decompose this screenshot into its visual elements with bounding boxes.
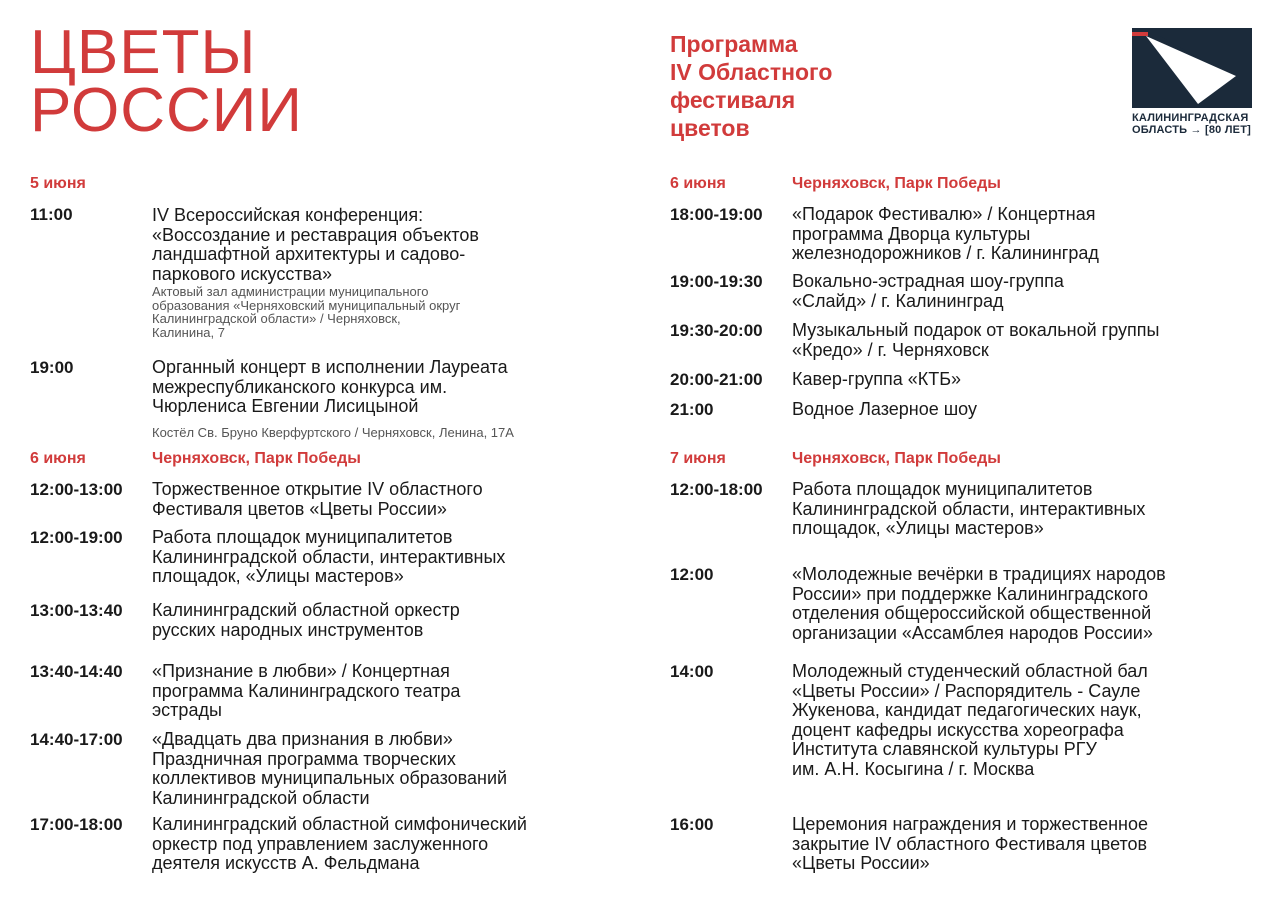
desc-line: Кавер-группа «КТБ» — [792, 369, 962, 389]
event-description — [152, 358, 508, 417]
desc-line: Работа площадок муниципалитетов — [152, 527, 453, 547]
desc-line: Вокально-эстрадная шоу-группа — [792, 271, 1064, 291]
title-line: РОССИИ — [30, 76, 303, 145]
day-date: 7 июня — [670, 450, 726, 467]
desc-line: «Двадцать два признания в любви» — [152, 729, 453, 749]
desc-line: отделения общероссийской общественной — [792, 603, 1152, 623]
venue-line: Актовый зал администрации муниципального — [152, 284, 429, 299]
title-line: ЦВЕТЫ — [30, 18, 257, 87]
desc-line: России» при поддержке Калининградского — [792, 583, 1149, 604]
desc-line: Калининградской области, интерактивных — [792, 498, 1146, 519]
desc-line: Органный концерт в исполнении Лауреата — [152, 357, 508, 377]
event-description — [152, 528, 505, 587]
subtitle-line: Программа — [670, 31, 798, 57]
desc-line: площадок, «Улицы мастеров» — [792, 518, 1044, 538]
event-time: 18:00-19:00 — [670, 205, 763, 224]
event-description — [152, 662, 460, 721]
desc-line: Чюрлениса Евгении Лисицыной — [152, 396, 419, 416]
event-time: 19:00 — [30, 358, 74, 377]
event-time: 20:00-21:00 — [670, 370, 763, 389]
desc-line: «Молодежные вечёрки в традициях народов — [792, 564, 1166, 584]
event-description — [792, 400, 977, 420]
event-description — [792, 321, 1159, 360]
desc-line: ландшафтной архитектуры и садово- — [152, 244, 466, 264]
desc-line: «Цветы России» / Распорядитель - Сауле — [792, 680, 1141, 701]
event-description — [792, 815, 1148, 874]
event-time: 21:00 — [670, 400, 714, 419]
event-time: 13:00-13:40 — [30, 601, 123, 620]
desc-line: Института славянской культуры РГУ — [792, 739, 1097, 759]
desc-line: деятеля искусств А. Фельдмана — [152, 853, 420, 873]
desc-line: паркового искусства» — [152, 263, 332, 284]
desc-line: оркестр под управлением заслуженного — [152, 833, 489, 854]
desc-line: Калининградской области — [152, 787, 370, 808]
event-description — [792, 272, 1064, 311]
desc-line: «Подарок Фестивалю» / Концертная — [792, 204, 1096, 224]
desc-line: закрытие IV областного Фестиваля цветов — [792, 833, 1148, 854]
event-description — [792, 205, 1099, 264]
desc-line: коллективов муниципальных образований — [152, 768, 508, 788]
logo-caption — [1132, 112, 1256, 136]
desc-line: Водное Лазерное шоу — [792, 399, 977, 419]
desc-line: «Слайд» / г. Калининград — [792, 290, 1004, 311]
event-time: 12:00 — [670, 565, 714, 584]
event-time: 11:00 — [30, 205, 73, 224]
venue-line: Калинина, 7 — [152, 324, 225, 340]
day-place: Черняховск, Парк Победы — [152, 450, 361, 467]
desc-line: железнодорожников / г. Калининград — [792, 243, 1099, 263]
desc-line: доцент кафедры искусства хореографа — [792, 719, 1124, 740]
event-description — [792, 662, 1148, 779]
event-time: 12:00-18:00 — [670, 480, 763, 499]
event-time: 14:00 — [670, 662, 714, 681]
desc-line: межреспубликанского конкурса им. — [152, 376, 448, 397]
desc-line: Работа площадок муниципалитетов — [792, 479, 1093, 499]
event-time: 12:00-13:00 — [30, 480, 123, 499]
desc-line: программа Калининградского театра — [152, 680, 461, 701]
desc-line: Музыкальный подарок от вокальной группы — [792, 320, 1160, 340]
event-venue — [152, 285, 460, 339]
day-date: 5 июня — [30, 175, 86, 192]
logo-line: КАЛИНИНГРАДСКАЯ — [1132, 112, 1249, 124]
day-header-7-june — [670, 450, 1260, 468]
desc-line: Калининградский областной оркестр — [152, 600, 460, 620]
desc-line: Жукенова, кандидат педагогических наук, — [792, 700, 1142, 720]
event-description — [792, 565, 1166, 643]
desc-line: Калининградской области, интерактивных — [152, 546, 506, 567]
event-time: 19:00-19:30 — [670, 272, 763, 291]
event-description — [152, 206, 479, 284]
event-description — [792, 480, 1145, 539]
event-description — [152, 601, 460, 640]
desc-line: площадок, «Улицы мастеров» — [152, 566, 404, 586]
desc-line: организации «Ассамблея народов России» — [792, 622, 1153, 643]
day-place: Черняховск, Парк Победы — [792, 450, 1001, 467]
subtitle-line: IV Областного — [670, 59, 833, 85]
event-time: 16:00 — [670, 815, 714, 834]
event-time: 12:00-19:00 — [30, 528, 123, 547]
region-80-years-logo — [1132, 28, 1252, 143]
subtitle-line: фестиваля — [670, 87, 796, 113]
event-description — [792, 370, 961, 390]
event-description — [152, 815, 527, 874]
day-header-6-june — [30, 450, 630, 468]
event-time: 17:00-18:00 — [30, 815, 123, 834]
logo-line: ОБЛАСТЬ → [80 ЛЕТ] — [1132, 124, 1251, 136]
venue-line: образования «Черняховский муниципальный округ — [152, 297, 461, 313]
day-header-6-june-evening — [670, 175, 1260, 193]
desc-line: им. А.Н. Косыгина / г. Москва — [792, 758, 1035, 779]
venue-line: Костёл Св. Бруно Кверфуртского / Черняховск, Ленина, 17А — [152, 425, 514, 440]
desc-line: русских народных инструментов — [152, 619, 424, 640]
desc-line: «Признание в любви» / Концертная — [152, 661, 450, 681]
desc-line: «Кредо» / г. Черняховск — [792, 339, 989, 360]
day-date: 6 июня — [670, 175, 726, 192]
event-time: 14:40-17:00 — [30, 730, 123, 749]
desc-line: Калининградский областной симфонический — [152, 814, 527, 834]
day-header-5-june — [30, 175, 86, 193]
desc-line: эстрады — [152, 700, 222, 720]
desc-line: «Цветы России» — [792, 853, 930, 873]
venue-line: Калининградской области» / Черняховск, — [152, 311, 401, 326]
desc-line: программа Дворца культуры — [792, 223, 1031, 244]
event-description — [152, 730, 507, 808]
day-date: 6 июня — [30, 450, 86, 467]
day-place: Черняховск, Парк Победы — [792, 175, 1001, 192]
desc-line: Фестиваля цветов «Цветы России» — [152, 498, 447, 519]
event-time: 19:30-20:00 — [670, 321, 763, 340]
event-venue — [152, 426, 514, 440]
desc-line: Праздничная программа творческих — [152, 748, 456, 769]
program-subtitle — [670, 30, 832, 142]
desc-line: «Воссоздание и реставрация объектов — [152, 224, 479, 245]
desc-line: Церемония награждения и торжественное — [792, 814, 1149, 834]
logo-mark-icon — [1132, 28, 1252, 108]
poster-title — [30, 18, 303, 145]
desc-line: Молодежный студенческий областной бал — [792, 661, 1148, 681]
event-time: 13:40-14:40 — [30, 662, 123, 681]
event-description — [152, 480, 483, 519]
desc-line: IV Всероссийская конференция: — [152, 205, 424, 225]
subtitle-line: цветов — [670, 115, 750, 141]
desc-line: Торжественное открытие IV областного — [152, 479, 483, 499]
